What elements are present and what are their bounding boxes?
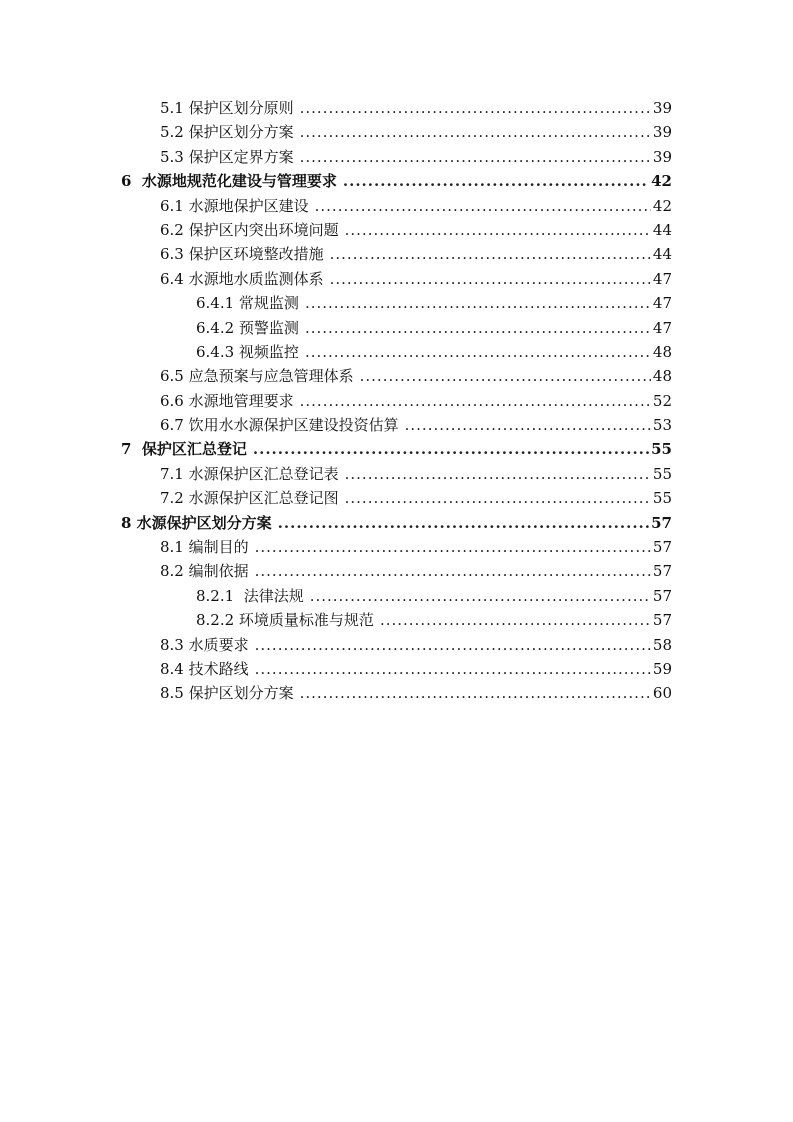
toc-entry-page: 57: [652, 586, 672, 605]
dot-leader: [305, 291, 651, 315]
toc-entry-page: 39: [652, 99, 672, 117]
toc-entry-page: 39: [652, 123, 672, 142]
toc-entry-page: 44: [652, 245, 672, 264]
toc-entry[interactable]: [160, 462, 672, 486]
toc-entry-page: 48: [652, 367, 672, 386]
toc-entry[interactable]: [160, 218, 672, 242]
toc-entry-page: 55: [651, 440, 672, 459]
dot-leader: [300, 96, 651, 120]
toc-entry-title: 8.4 技术路线: [160, 659, 249, 678]
dot-leader: [305, 340, 651, 364]
toc-entry-title: 5.3 保护区定界方案: [160, 147, 294, 166]
toc-entry-title: 8.2 编制依据: [160, 562, 249, 581]
toc-entry-page: 55: [652, 464, 672, 483]
toc-entry-page: 55: [652, 489, 672, 508]
toc-entry-title: 7.2 水源保护区汇总登记图: [160, 489, 339, 508]
dot-leader: [330, 267, 651, 291]
dot-leader: [343, 169, 649, 193]
toc-entry-title: 6.6 水源地管理要求: [160, 391, 294, 410]
toc-entry[interactable]: [160, 559, 672, 583]
dot-leader: [278, 511, 649, 535]
toc-entry-title: 8 水源保护区划分方案: [121, 513, 272, 532]
toc-entry[interactable]: [160, 96, 672, 120]
toc-entry-title: 5.2 保护区划分方案: [160, 123, 294, 142]
toc-entry-title: 8.3 水质要求: [160, 635, 249, 654]
toc-subentry[interactable]: [196, 291, 672, 315]
toc-subentry[interactable]: [196, 340, 672, 364]
toc-entry-title: 5.1 保护区划分原则: [160, 99, 294, 117]
toc-entry-page: 57: [652, 562, 672, 581]
toc-entry[interactable]: [160, 194, 672, 218]
dot-leader: [300, 389, 651, 413]
toc-entry[interactable]: [160, 364, 672, 388]
dot-leader: [300, 681, 651, 705]
toc-entry[interactable]: [160, 242, 672, 266]
toc-entry-page: 47: [652, 294, 672, 313]
toc-entry-page: 52: [652, 391, 672, 410]
dot-leader: [253, 437, 649, 461]
toc-entry-page: 60: [652, 684, 672, 703]
toc-entry-page: 48: [652, 342, 672, 361]
toc-entry[interactable]: [160, 413, 672, 437]
dot-leader: [315, 194, 651, 218]
toc-entry[interactable]: [160, 535, 672, 559]
toc-entry-title: 6.5 应急预案与应急管理体系: [160, 367, 354, 386]
toc-entry-title: 6.4 水源地水质监测体系: [160, 269, 324, 288]
toc-subentry[interactable]: [196, 316, 672, 340]
toc-entry-page: 57: [651, 513, 672, 532]
toc-entry[interactable]: [160, 145, 672, 169]
toc-entry-page: 39: [652, 147, 672, 166]
toc-entry-page: 58: [652, 635, 672, 654]
toc-entry[interactable]: [160, 120, 672, 144]
toc-entry-page: 47: [652, 269, 672, 288]
dot-leader: [255, 633, 651, 657]
dot-leader: [255, 657, 651, 681]
toc-entry-title: 8.1 编制目的: [160, 538, 249, 557]
dot-leader: [330, 242, 651, 266]
toc-entry-title: 6.3 保护区环境整改措施: [160, 245, 324, 264]
toc-entry-page: 47: [652, 318, 672, 337]
dot-leader: [300, 120, 651, 144]
toc-entry-page: 42: [652, 196, 672, 215]
toc-entry-title: 7.1 水源保护区汇总登记表: [160, 464, 339, 483]
toc-subentry[interactable]: [196, 608, 672, 632]
toc-entry[interactable]: [160, 681, 672, 705]
toc-entry-page: 59: [652, 659, 672, 678]
toc-entry-page: 44: [652, 220, 672, 239]
dot-leader: [255, 559, 651, 583]
toc-entry[interactable]: [160, 486, 672, 510]
toc-chapter-entry[interactable]: [121, 511, 672, 535]
toc-entry-title: 6.1 水源地保护区建设: [160, 196, 309, 215]
toc-entry-title: 8.2.1 法律法规: [196, 586, 304, 605]
toc-entry[interactable]: [160, 657, 672, 681]
toc-entry-title: 8.2.2 环境质量标准与规范: [196, 611, 374, 630]
dot-leader: [345, 462, 651, 486]
table-of-contents: [0, 96, 793, 706]
dot-leader: [305, 316, 651, 340]
toc-chapter-entry[interactable]: [121, 437, 672, 461]
toc-entry-title: 6.7 饮用水水源保护区建设投资估算: [160, 416, 399, 435]
toc-entry-title: 6.4.2 预警监测: [196, 318, 299, 337]
toc-entry-title: 6.4.3 视频监控: [196, 342, 299, 361]
dot-leader: [310, 584, 651, 608]
toc-entry-title: 6.2 保护区内突出环境问题: [160, 220, 339, 239]
toc-entry[interactable]: [160, 633, 672, 657]
toc-entry[interactable]: [160, 267, 672, 291]
dot-leader: [255, 535, 651, 559]
toc-entry-title: 7 保护区汇总登记: [121, 440, 247, 459]
toc-entry-title: 8.5 保护区划分方案: [160, 684, 294, 703]
toc-entry-title: 6.4.1 常规监测: [196, 294, 299, 313]
toc-entry-page: 57: [652, 611, 672, 630]
toc-entry[interactable]: [160, 389, 672, 413]
dot-leader: [345, 218, 651, 242]
toc-entry-title: 6 水源地规范化建设与管理要求: [121, 172, 337, 191]
dot-leader: [380, 608, 651, 632]
dot-leader: [300, 145, 651, 169]
dot-leader: [360, 364, 651, 388]
toc-subentry[interactable]: [196, 584, 672, 608]
dot-leader: [405, 413, 651, 437]
toc-chapter-entry[interactable]: [121, 169, 672, 193]
dot-leader: [345, 486, 651, 510]
toc-entry-page: 57: [652, 538, 672, 557]
toc-entry-page: 53: [652, 416, 672, 435]
toc-entry-page: 42: [651, 172, 672, 191]
